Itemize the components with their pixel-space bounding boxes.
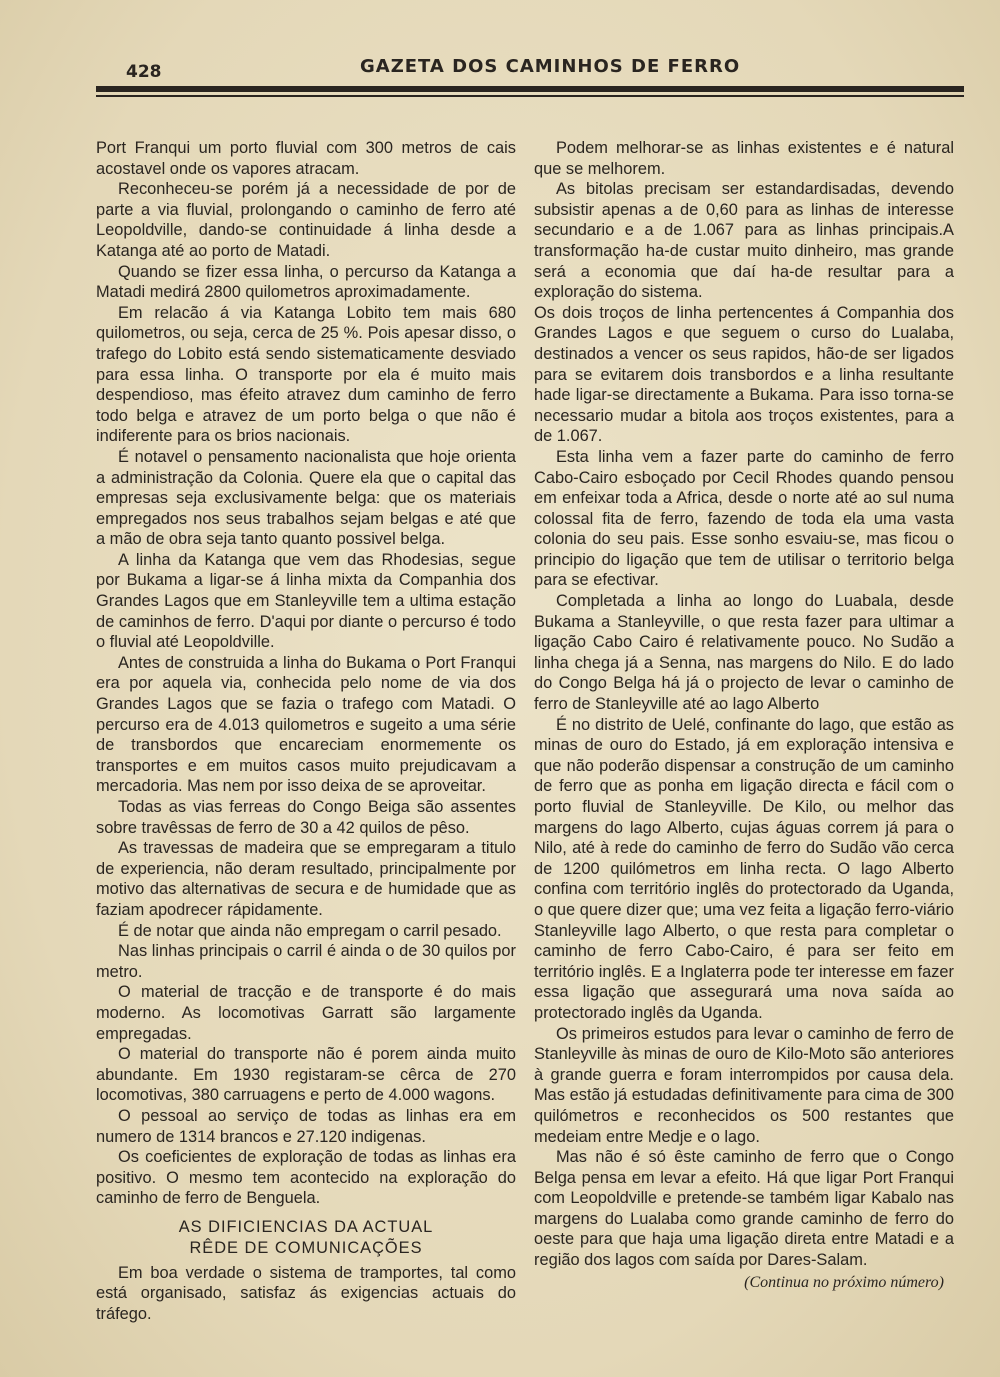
- paragraph: Podem melhorar-se as linhas existentes e é natural que se melhorem.: [534, 139, 954, 178]
- paragraph: Os primeiros estudos para levar o caminho de ferro de Stanleyville às minas de ouro de Kilo-Moto são anteriores à grande guerra e foram interrompidos por causa dela. Mas estão já estudadas definitivamente para cima de 300 quilómetros e reconhecidos os 500 restantes que medeiam entre Medje e o lago.: [534, 1024, 954, 1146]
- paragraph: Port Franqui um porto fluvial com 300 metros de cais acostavel onde os vapores atracam.: [96, 139, 516, 178]
- paragraph: Os coeficientes de exploração de todas as linhas era positivo. O mesmo tem acontecido na exploração do caminho de ferro de Benguela.: [96, 1148, 516, 1208]
- paragraph: É de notar que ainda não empregam o carril pesado.: [118, 921, 502, 940]
- page-number: 428: [126, 62, 162, 82]
- paragraph: Em boa verdade o sistema de tramportes, tal como está organisado, satisfaz ás exigencias actuais do tráfego.: [96, 1263, 516, 1324]
- paragraph: O material do transporte não é porem ainda muito abundante. Em 1930 registaram-se cêrca de 270 locomotivas, 380 carruagens e perto de 4.000 wagons.: [96, 1045, 516, 1105]
- section-heading-line-2: RÊDE DE COMUNICAÇÕES: [189, 1238, 423, 1257]
- paragraph: As bitolas precisam ser estandardisadas, devendo subsistir apenas a de 0,60 para as linhas de interesse secundario e a de 1.067 para as linhas principais.A transformação ha-de custar muito dinheiro, mas grande será a economia que daí ha-de resultar para a exploração do sistema.: [534, 180, 954, 302]
- running-title: GAZETA DOS CAMINHOS DE FERRO: [360, 56, 741, 77]
- paragraph: Completada a linha ao longo do Luabala, desde Bukama a Stanleyville, o que resta fazer para ultimar a ligação Cabo Cairo é relativamente pouco. No Sudão a linha chega já a Senna, nas margens do Nilo. E do lado do Congo Belga há já o projecto de levar o caminho de ferro de Stanleyville até ao lago Alberto: [534, 592, 954, 714]
- section-heading-line-1: AS DIFICIENCIAS DA ACTUAL: [178, 1217, 434, 1236]
- paragraph: O material de tracção e de transporte é do mais moderno. As locomotivas Garratt são largamente empregadas.: [96, 983, 516, 1043]
- paragraph: Esta linha vem a fazer parte do caminho de ferro Cabo-Cairo esboçado por Cecil Rhodes quando pensou em enfeixar toda a Africa, desde o norte até ao sul numa colossal fita de ferro, fazendo de toda ela uma vasta colonia do seu pais. Esse sonho esvaiu-se, mas ficou o principio do ligação que tem de utilisar o territorio belga para se efectivar.: [534, 447, 954, 590]
- continued-note: (Continua no próximo número): [744, 1273, 944, 1291]
- left-column: [96, 138, 516, 1325]
- paragraph: Mas não é só êste caminho de ferro que o Congo Belga pensa em levar a efeito. Há que ligar Port Franqui com Leopoldville e pretende-se também ligar Kabalo nas margens do Lualaba como grande caminho de ferro do oeste para que haja uma ligação direta entre Matadi e a região dos lagos com saída por Dares-Salam.: [534, 1148, 954, 1270]
- paragraph: O pessoal ao serviço de todas as linhas era em numero de 1314 brancos e 27.120 indigenas.: [96, 1106, 516, 1146]
- page-header: [96, 52, 944, 82]
- paragraph: As travessas de madeira que se empregaram a titulo de experiencia, não deram resultado, principalmente por motivo das alternativas de secura e de humidade que as faziam apodrecer rápidamente.: [96, 839, 516, 919]
- header-rule-thin: [96, 95, 964, 97]
- paragraph: A linha da Katanga que vem das Rhodesias, segue por Bukama a ligar-se á linha mixta da Companhia dos Grandes Lagos que em Stanleyville tem a ultima estação de caminhos de ferro. D'aqui por diante o percurso é todo o fluvial até Leopoldville.: [96, 550, 516, 652]
- paragraph: Em relacão á via Katanga Lobito tem mais 680 quilometros, ou seja, cerca de 25 %. Pois apesar disso, o trafego do Lobito está sendo sistematicamente desviado para essa linha. O transporte por ela é muito mais despendioso, mas éfeito atravez dum caminho de ferro todo belga e atravez de um porto belga o que não é indiferente para os brios nacionais.: [96, 303, 516, 446]
- paragraph: Todas as vias ferreas do Congo Beiga são assentes sobre travêssas de ferro de 30 a 42 quilos de pêso.: [96, 798, 516, 837]
- header-rule-thick: [96, 86, 964, 92]
- paragraph: Os dois troços de linha pertencentes á Companhia dos Grandes Lagos e que seguem o curso do Lualaba, destinados a vencer os seus rapidos, hão-de ser ligados para se evitarem dois transbordos e a linha resultante hade ligar-se directamente a Bukama. Para isso torna-se necessario mudar a bitola aos troços existentes, para a de 1.067.: [534, 303, 954, 446]
- paragraph: É notavel o pensamento nacionalista que hoje orienta a administração da Colonia. Quere ela que o capital das empresas seja exclusivamente belga: que os materiais empregados nos seus trabalhos sejam belgas e até que a mão de obra seja tanto quanto possivel belga.: [96, 447, 516, 549]
- paragraph: É no distrito de Uelé, confinante do lago, que estão as minas de ouro do Estado, já em exploração intensiva e que não poderão dispensar a construção de um caminho de ferro que as ponha em ligação directa e fácil com o porto fluvial de Stanleyville. De Kilo, ou melhor das margens do lago Alberto, cujas águas correm já para o Nilo, até à rede do caminho de ferro do Sudão vão cerca de 1200 quilómetros em linha recta. O lago Alberto confina com território inglês do protectorado da Uganda, o que quere dizer que; uma vez feita a ligação ferro-viário Stanleyville lago Alberto, o que resta para completar o caminho de ferro Cabo-Cairo, é para ser feito em território inglês. E a Inglaterra pode ter interesse em fazer essa ligação que assegurará uma nova saída ao protectorado inglês da Uganda.: [534, 715, 954, 1022]
- right-column: [534, 138, 954, 1293]
- paragraph: Quando se fizer essa linha, o percurso da Katanga a Matadi medirá 2800 quilometros aproximadamente.: [96, 262, 516, 302]
- section-heading: [96, 1217, 516, 1259]
- paragraph: Reconheceu-se porém já a necessidade de por de parte a via fluvial, prolongando o caminho de ferro até Leopoldville, dando-se continuidade á linha desde a Katanga até ao porto de Matadi.: [96, 180, 516, 260]
- paragraph: Antes de construida a linha do Bukama o Port Franqui era por aquela via, conhecida pelo nome de via dos Grandes Lagos que se fazia o trafego com Matadi. O percurso era de 4.013 quilometros e sugeito a uma série de transbordos que encareciam enormemente os transportes e em muitos casos muito prejudicavam a mercadoria. Mas nem por isso deixa de se aproveitar.: [96, 653, 516, 796]
- paragraph: Nas linhas principais o carril é ainda o de 30 quilos por metro.: [96, 942, 516, 981]
